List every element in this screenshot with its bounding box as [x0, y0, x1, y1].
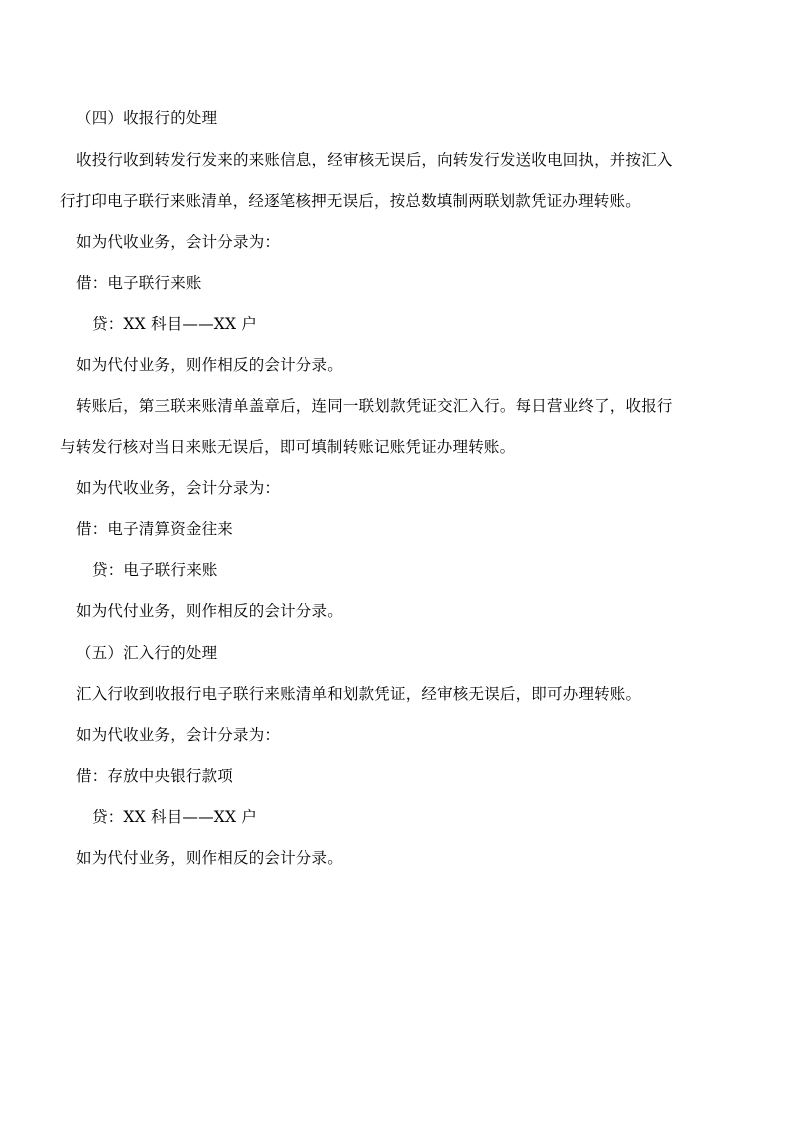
paragraph-line: 与转发行核对当日来账无误后，即可填制转账记账凭证办理转账。	[60, 438, 516, 456]
paragraph-line: 如为代付业务，则作相反的会计分录。	[76, 602, 343, 620]
paragraph-line: 转账后，第三联来账清单盖章后，连同一联划款凭证交汇入行。每日营业终了，收报行	[76, 397, 673, 415]
journal-debit-line: 借：电子联行来账	[76, 274, 202, 292]
section-heading-4: （四）收报行的处理	[76, 109, 218, 127]
paragraph-line: 如为代收业务，会计分录为：	[76, 233, 281, 251]
journal-credit-line: 贷：XX 科目——XX 户	[92, 315, 258, 333]
paragraph-line: 如为代收业务，会计分录为：	[76, 726, 281, 744]
journal-credit-line: 贷：XX 科目——XX 户	[92, 808, 258, 826]
paragraph-line: 汇入行收到收报行电子联行来账清单和划款凭证，经审核无误后，即可办理转账。	[76, 685, 642, 703]
paragraph-line: 收投行收到转发行发来的来账信息，经审核无误后，向转发行发送收电回执，并按汇入	[76, 151, 673, 169]
paragraph-line: 如为代付业务，则作相反的会计分录。	[76, 356, 343, 374]
paragraph-line: 行打印电子联行来账清单，经逐笔核押无误后，按总数填制两联划款凭证办理转账。	[60, 192, 641, 210]
paragraph-line: 如为代付业务，则作相反的会计分录。	[76, 849, 343, 867]
paragraph-line: 如为代收业务，会计分录为：	[76, 479, 281, 497]
journal-credit-line: 贷：电子联行来账	[92, 561, 218, 579]
section-heading-5: （五）汇入行的处理	[76, 644, 218, 662]
journal-debit-line: 借：电子清算资金往来	[76, 520, 234, 538]
journal-debit-line: 借：存放中央银行款项	[76, 767, 234, 785]
